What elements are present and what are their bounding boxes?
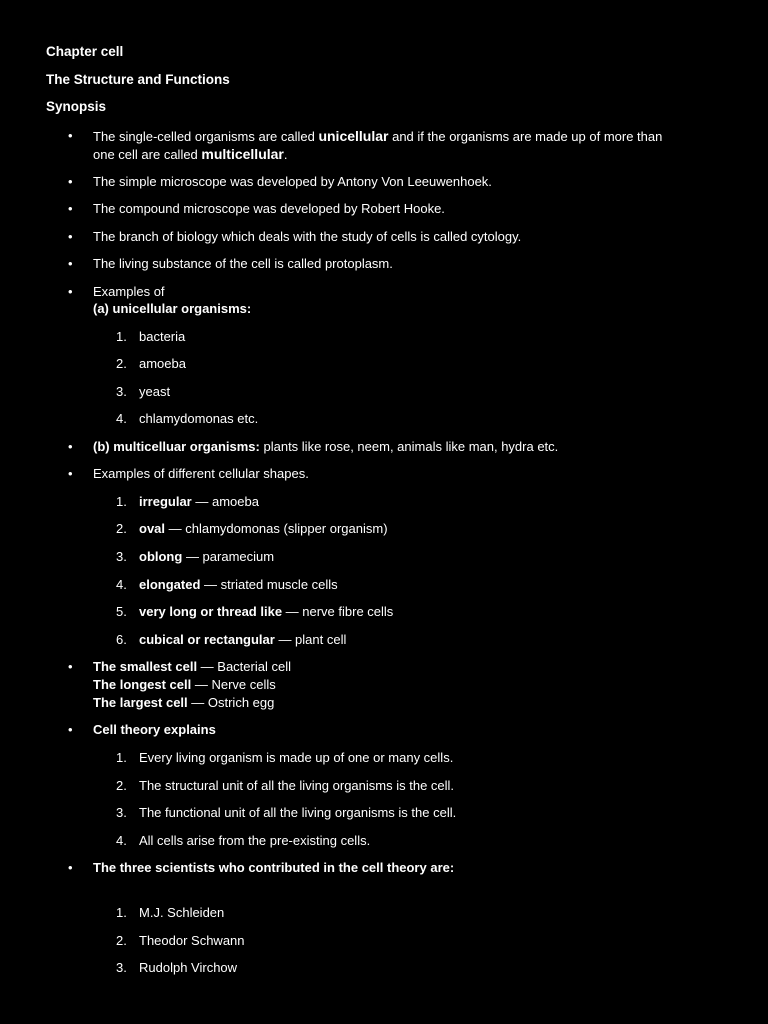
- bullet-multicellular-organisms: (b) multicelluar organisms: plants like rose, neem, animals like man, hydra etc.: [93, 439, 559, 454]
- bullet-glyph: •: [68, 174, 73, 189]
- bullet-glyph: •: [68, 229, 73, 244]
- list-item: Theodor Schwann: [139, 933, 245, 948]
- list-item: cubical or rectangular — plant cell: [139, 632, 347, 647]
- list-number: 1.: [116, 329, 127, 344]
- bullet-compound-microscope: The compound microscope was developed by Robert Hooke.: [93, 201, 445, 216]
- list-item: very long or thread like — nerve fibre cells: [139, 604, 394, 619]
- list-number: 1.: [116, 494, 127, 509]
- bullet-glyph: •: [68, 722, 73, 737]
- title-heading: The Structure and Functions: [46, 72, 230, 87]
- unicellular-organisms-label: (a) unicellular organisms:: [93, 301, 252, 316]
- bullet-glyph: •: [68, 284, 73, 299]
- bullet-glyph: •: [68, 128, 73, 143]
- bullet-cytology: The branch of biology which deals with the study of cells is called cytology.: [93, 229, 522, 244]
- smallest-cell-line: The smallest cell — Bacterial cell: [93, 659, 291, 674]
- list-number: 2.: [116, 778, 127, 793]
- list-item: The structural unit of all the living organisms is the cell.: [139, 778, 455, 793]
- list-number: 3.: [116, 960, 127, 975]
- list-item: elongated — striated muscle cells: [139, 577, 338, 592]
- list-number: 2.: [116, 933, 127, 948]
- bullet-glyph: •: [68, 659, 73, 674]
- list-item: chlamydomonas etc.: [139, 411, 259, 426]
- list-item: The functional unit of all the living organisms is the cell.: [139, 805, 457, 820]
- bullet-glyph: •: [68, 256, 73, 271]
- bullet-glyph: •: [68, 860, 73, 875]
- list-item: M.J. Schleiden: [139, 905, 225, 920]
- list-number: 1.: [116, 750, 127, 765]
- synopsis-heading: Synopsis: [46, 99, 107, 114]
- bullet-examples-of: Examples of: [93, 284, 165, 299]
- list-item: All cells arise from the pre-existing cells.: [139, 833, 371, 848]
- list-number: 1.: [116, 905, 127, 920]
- largest-cell-line: The largest cell — Ostrich egg: [93, 695, 275, 710]
- list-number: 4.: [116, 577, 127, 592]
- list-number: 3.: [116, 805, 127, 820]
- bullet-glyph: •: [68, 201, 73, 216]
- scientists-heading: The three scientists who contributed in the cell theory are:: [93, 860, 455, 875]
- list-number: 2.: [116, 521, 127, 536]
- list-item: Rudolph Virchow: [139, 960, 238, 975]
- bullet-unicellular-line1: The single-celled organisms are called unicellular and if the organisms are made up of more than: [93, 128, 663, 144]
- list-item: irregular — amoeba: [139, 494, 259, 509]
- bullet-glyph: •: [68, 466, 73, 481]
- bullet-cellular-shapes: Examples of different cellular shapes.: [93, 466, 309, 481]
- list-number: 5.: [116, 604, 127, 619]
- list-number: 3.: [116, 384, 127, 399]
- list-number: 4.: [116, 833, 127, 848]
- bullet-protoplasm: The living substance of the cell is called protoplasm.: [93, 256, 393, 271]
- list-item: bacteria: [139, 329, 186, 344]
- bullet-unicellular-line2: one cell are called multicellular.: [93, 146, 288, 162]
- bullet-glyph: •: [68, 439, 73, 454]
- list-item: yeast: [139, 384, 171, 399]
- list-number: 2.: [116, 356, 127, 371]
- list-number: 3.: [116, 549, 127, 564]
- list-item: oblong — paramecium: [139, 549, 275, 564]
- list-number: 6.: [116, 632, 127, 647]
- list-number: 4.: [116, 411, 127, 426]
- list-item: amoeba: [139, 356, 186, 371]
- chapter-heading: Chapter cell: [46, 44, 124, 59]
- cell-theory-heading: Cell theory explains: [93, 722, 216, 737]
- list-item: oval — chlamydomonas (slipper organism): [139, 521, 388, 536]
- bullet-simple-microscope: The simple microscope was developed by Antony Von Leeuwenhoek.: [93, 174, 492, 189]
- list-item: Every living organism is made up of one or many cells.: [139, 750, 454, 765]
- longest-cell-line: The longest cell — Nerve cells: [93, 677, 276, 692]
